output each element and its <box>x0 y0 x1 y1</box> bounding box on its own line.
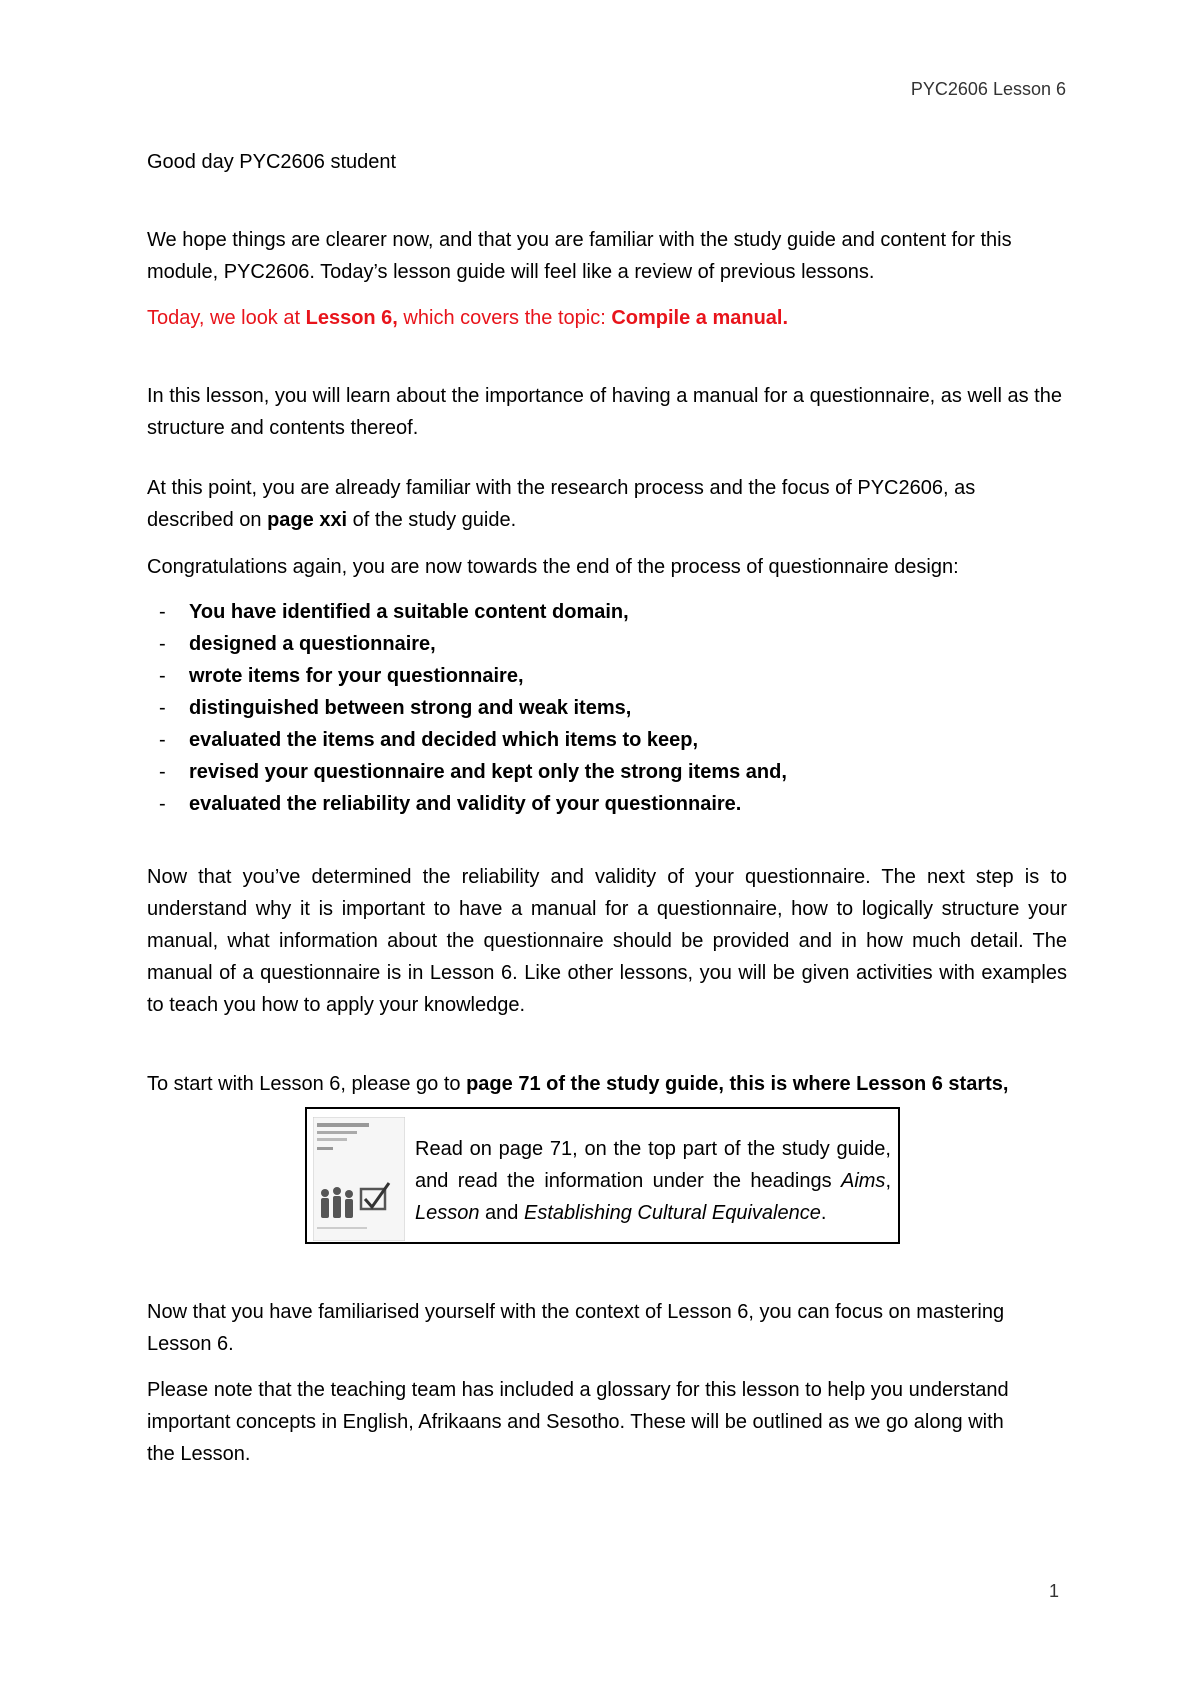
topic-prefix: Today, we look at <box>147 307 306 329</box>
callout-sep: , <box>885 1170 891 1192</box>
design-steps-list <box>147 596 1067 820</box>
list-item: - evaluated the reliability and validity of your questionnaire. <box>147 788 1067 820</box>
callout-text-before: Read on page 71, on the top part of the study guide, and read the information under the headings <box>415 1138 891 1192</box>
next-step-paragraph: Now that you’ve determined the reliability and validity of your questionnaire. The next step is to understand why it is important to have a manual for a questionnaire, how to logically structure your manual, what information about the questionnaire should be provided and in how much detail. The manual of a questionnaire is in Lesson 6. Like other lessons, you will be given activities with examples to teach you how to apply your knowledge. <box>147 866 1067 1016</box>
study-guide-cover-image <box>313 1117 405 1241</box>
start-bold: page 71 of the study guide, this is where Lesson 6 starts, <box>466 1073 1009 1095</box>
research-page: page xxi <box>267 509 348 531</box>
callout-text <box>415 1133 891 1229</box>
reading-callout-box <box>305 1107 900 1244</box>
page-header-title: PYC2606 Lesson 6 <box>910 79 1066 99</box>
start-instruction <box>147 1068 1087 1100</box>
heading-aims: Aims <box>840 1170 886 1192</box>
study-guide-cover-art <box>313 1117 405 1241</box>
list-item: - wrote items for your questionnaire, <box>147 660 1067 692</box>
research-before: At this point, you are already familiar with the research process and the focus of PYC2606, as described on <box>147 477 976 531</box>
glossary-paragraph: Please note that the teaching team has included a glossary for this lesson to help you understand important concepts in English, Afrikaans and Sesotho. These will be outlined as we go along with the Lesson. <box>147 1379 1009 1465</box>
research-paragraph <box>147 472 1067 536</box>
learn-paragraph: In this lesson, you will learn about the importance of having a manual for a questionnaire, as well as the structure and contents thereof. <box>147 385 1062 439</box>
list-item: - You have identified a suitable content domain, <box>147 596 1067 628</box>
start-prefix: To start with Lesson 6, please go to <box>147 1073 467 1095</box>
lesson-topic <box>147 302 1067 334</box>
research-after: of the study guide. <box>347 509 517 531</box>
list-item: - evaluated the items and decided which items to keep, <box>147 724 1067 756</box>
heading-cultural-equivalence: Establishing Cultural Equivalence <box>523 1202 821 1224</box>
topic-lesson: Lesson 6, <box>305 307 398 329</box>
callout-and: and <box>479 1202 524 1224</box>
congrats-paragraph: Congratulations again, you are now towards the end of the process of questionnaire design: <box>147 556 959 578</box>
list-item: - revised your questionnaire and kept only the strong items and, <box>147 756 1067 788</box>
greeting: Good day PYC2606 student <box>147 151 397 173</box>
list-item: - designed a questionnaire, <box>147 628 1067 660</box>
callout-end: . <box>820 1202 827 1224</box>
topic-name: Compile a manual. <box>611 307 789 329</box>
intro-paragraph: We hope things are clearer now, and that you are familiar with the study guide and content for this module, PYC2606. Today’s lesson guide will feel like a review of previous lessons. <box>147 229 1012 283</box>
familiarised-paragraph: Now that you have familiarised yourself with the context of Lesson 6, you can focus on mastering Lesson 6. <box>147 1301 1005 1355</box>
page-number: 1 <box>1049 1581 1060 1601</box>
topic-middle: which covers the topic: <box>397 307 612 329</box>
heading-lesson: Lesson <box>415 1202 480 1224</box>
list-item: - distinguished between strong and weak items, <box>147 692 1067 724</box>
